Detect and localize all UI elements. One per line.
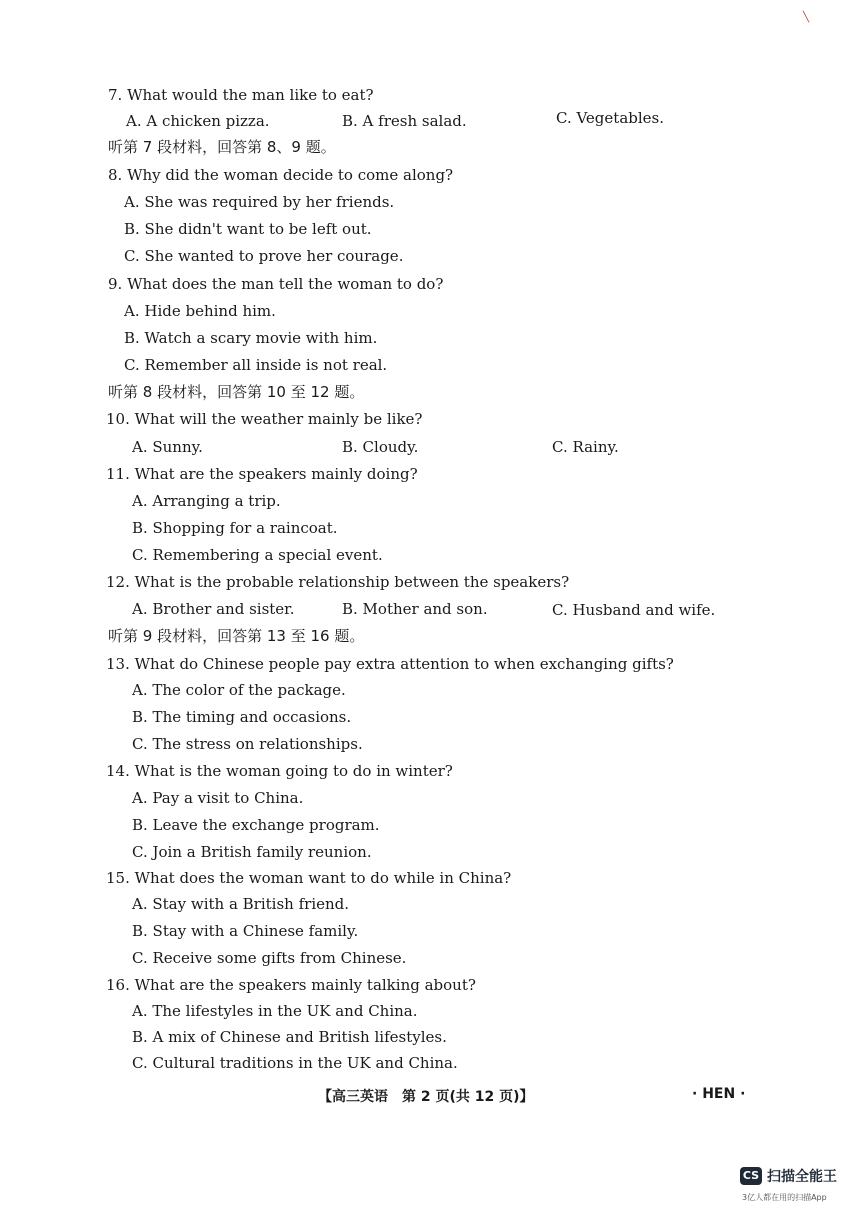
- section-8-heading: 听第 8 段材料，回答第 10 至 12 题。: [108, 383, 365, 401]
- q16-option-c: C. Cultural traditions in the UK and China.: [132, 1054, 458, 1072]
- question-14: 14. What is the woman going to do in winter?: [106, 762, 453, 780]
- q14-option-c: C. Join a British family reunion.: [132, 843, 372, 861]
- question-10: 10. What will the weather mainly be like?: [106, 410, 423, 428]
- q14-option-a: A. Pay a visit to China.: [132, 789, 304, 807]
- q9-option-a: A. Hide behind him.: [124, 302, 276, 320]
- q10-option-c: C. Rainy.: [552, 438, 619, 456]
- q9-option-c: C. Remember all inside is not real.: [124, 356, 388, 374]
- question-8: 8. Why did the woman decide to come along?: [108, 166, 454, 184]
- q7-option-c: C. Vegetables.: [556, 109, 665, 127]
- q10-option-b: B. Cloudy.: [342, 438, 419, 456]
- camscanner-tagline: 3亿人都在用的扫描App: [742, 1193, 827, 1202]
- q7-option-a: A. A chicken pizza.: [126, 112, 270, 130]
- q15-option-b: B. Stay with a Chinese family.: [132, 922, 359, 940]
- q13-option-a: A. The color of the package.: [132, 681, 346, 699]
- question-15: 15. What does the woman want to do while in China?: [106, 869, 512, 887]
- page-footer-label: 【高三英语 第 2 页(共 12 页)】: [318, 1089, 534, 1105]
- camscanner-logo-icon: CS: [740, 1167, 762, 1185]
- question-11: 11. What are the speakers mainly doing?: [106, 465, 418, 483]
- q15-option-a: A. Stay with a British friend.: [132, 895, 350, 913]
- q9-option-b: B. Watch a scary movie with him.: [124, 329, 378, 347]
- question-13: 13. What do Chinese people pay extra attention to when exchanging gifts?: [106, 655, 674, 673]
- q8-option-a: A. She was required by her friends.: [124, 193, 395, 211]
- q13-option-b: B. The timing and occasions.: [132, 708, 352, 726]
- q11-option-a: A. Arranging a trip.: [132, 492, 281, 510]
- q8-option-c: C. She wanted to prove her courage.: [124, 247, 404, 265]
- q11-option-c: C. Remembering a special event.: [132, 546, 383, 564]
- q14-option-b: B. Leave the exchange program.: [132, 816, 380, 834]
- q15-option-c: C. Receive some gifts from Chinese.: [132, 949, 407, 967]
- question-12: 12. What is the probable relationship between the speakers?: [106, 573, 570, 591]
- q11-option-b: B. Shopping for a raincoat.: [132, 519, 338, 537]
- camscanner-name: 扫描全能王: [767, 1169, 837, 1185]
- q10-option-a: A. Sunny.: [132, 438, 203, 456]
- q13-option-c: C. The stress on relationships.: [132, 735, 363, 753]
- q12-option-c: C. Husband and wife.: [552, 601, 716, 619]
- section-7-heading: 听第 7 段材料，回答第 8、9 题。: [108, 138, 336, 156]
- q12-option-a: A. Brother and sister.: [132, 600, 295, 618]
- q16-option-a: A. The lifestyles in the UK and China.: [132, 1002, 418, 1020]
- question-9: 9. What does the man tell the woman to do?: [108, 275, 444, 293]
- paper-code: · HEN ·: [692, 1086, 746, 1102]
- section-9-heading: 听第 9 段材料，回答第 13 至 16 题。: [108, 627, 365, 645]
- question-7: 7. What would the man like to eat?: [108, 86, 374, 104]
- q16-option-b: B. A mix of Chinese and British lifestyles.: [132, 1028, 447, 1046]
- corner-mark: ╲: [803, 12, 810, 23]
- question-16: 16. What are the speakers mainly talking about?: [106, 976, 476, 994]
- q7-option-b: B. A fresh salad.: [342, 112, 467, 130]
- q12-option-b: B. Mother and son.: [342, 600, 488, 618]
- q8-option-b: B. She didn't want to be left out.: [124, 220, 372, 238]
